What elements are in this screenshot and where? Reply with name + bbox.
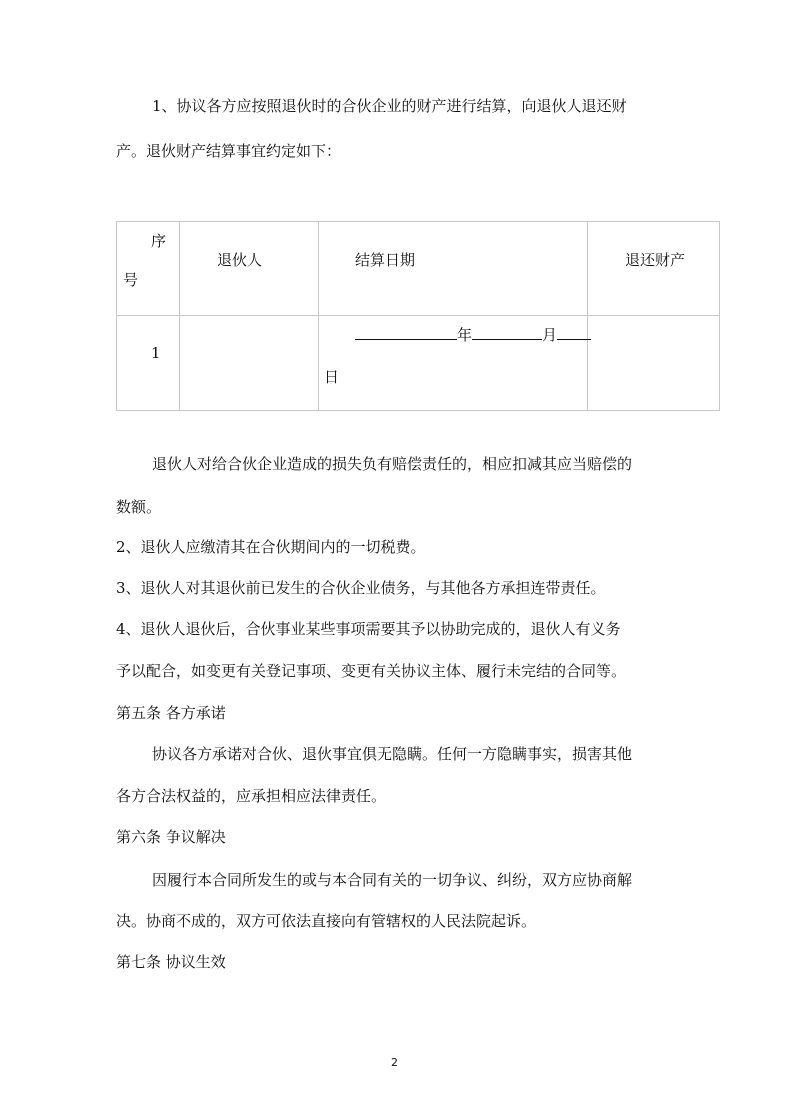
header-property-cell	[588, 222, 720, 316]
paragraph-2-line-1: 退伙人对给合伙企业造成的损失负有赔偿责任的，相应扣减其应当赔偿的	[152, 455, 633, 473]
header-seq-part1: 序	[151, 232, 167, 250]
article-7-title: 第七条 协议生效	[116, 953, 226, 971]
row1-seq-cell	[117, 316, 180, 411]
year-label: 年	[457, 326, 473, 344]
row1-property-cell	[588, 316, 720, 411]
paragraph-5-line-1: 4、退伙人退伙后，合伙事业某些事项需要其予以协助完成的，退伙人有义务	[116, 620, 621, 638]
day-label: 日	[324, 368, 340, 386]
paragraph-4: 3、退伙人对其退伙前已发生的合伙企业债务，与其他各方承担连带责任。	[116, 579, 606, 597]
month-label: 月	[542, 326, 558, 344]
paragraph-7-line-2: 决。协商不成的，双方可依法直接向有管辖权的人民法院起诉。	[116, 912, 537, 930]
header-seq-cell	[117, 222, 180, 316]
paragraph-3: 2、退伙人应缴清其在合伙期间内的一切税费。	[116, 538, 426, 556]
header-seq-part2: 号	[123, 271, 139, 289]
paragraph-6-line-2: 各方合法权益的，应承担相应法律责任。	[116, 787, 387, 805]
settlement-table	[116, 221, 720, 411]
month-blank	[472, 324, 542, 340]
header-person-cell	[180, 222, 319, 316]
paragraph-6-line-1: 协议各方承诺对合伙、退伙事宜俱无隐瞒。任何一方隐瞒事实，损害其他	[152, 745, 633, 763]
paragraph-1-line-1: 1、协议各方应按照退伙时的合伙企业的财产进行结算，向退伙人退还财	[152, 97, 627, 115]
paragraph-5-line-2: 予以配合，如变更有关登记事项、变更有关协议主体、履行未完结的合同等。	[116, 662, 627, 680]
year-blank	[355, 324, 457, 340]
day-blank	[557, 324, 591, 340]
article-5-title: 第五条 各方承诺	[116, 704, 226, 722]
row1-date-cell	[319, 316, 588, 411]
row1-date-line	[355, 324, 591, 345]
paragraph-2-line-2: 数额。	[116, 498, 162, 516]
page-number: 2	[391, 1056, 398, 1069]
table-header-row	[117, 222, 720, 316]
row1-person-cell	[180, 316, 319, 411]
paragraph-7-line-1: 因履行本合同所发生的或与本合同有关的一切争议、纠纷，双方应协商解	[152, 871, 633, 889]
header-date-cell	[319, 222, 588, 316]
paragraph-1-line-2: 产。退伙财产结算事宜约定如下：	[116, 142, 342, 160]
table-row	[117, 316, 720, 411]
row1-seq: 1	[151, 344, 161, 362]
article-6-title: 第六条 争议解决	[116, 828, 226, 846]
header-person: 退伙人	[217, 251, 263, 269]
header-date: 结算日期	[355, 251, 416, 269]
header-property: 退还财产	[625, 251, 686, 269]
